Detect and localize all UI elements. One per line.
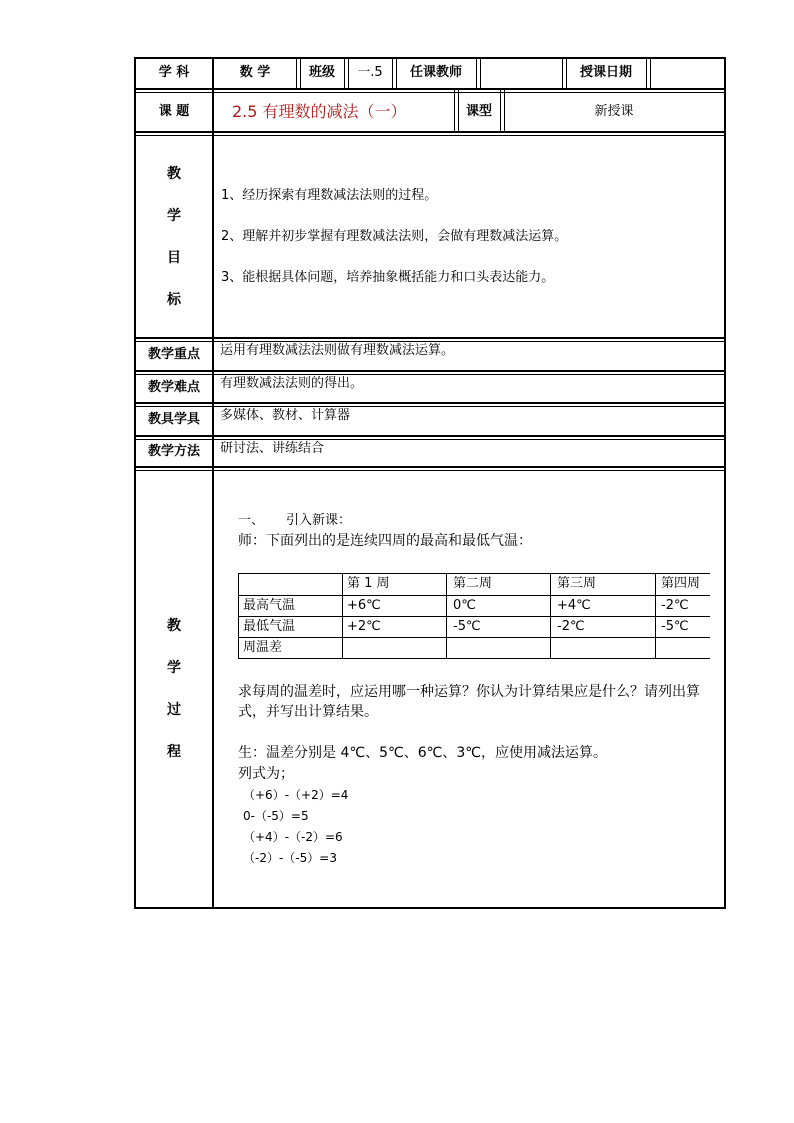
col-divider [480,57,481,90]
method-label: 教学方法 [147,444,200,459]
student-line: 生：温差分别是 4℃、5℃、6℃、3℃，应使用减法运算。 [238,745,607,761]
subject-label: 学 科 [158,65,190,80]
row-divider [134,370,726,372]
formula-label: 列式为； [238,766,294,782]
section-title: 引入新课： [286,513,352,528]
temp-table-cell: 最低气温 [243,619,296,634]
row-divider [134,466,726,468]
objectives-label-char: 教 [167,166,181,182]
teacher-label: 任课教师 [409,65,462,80]
temp-table-cell: -2℃ [557,619,585,634]
temp-table-line [550,573,551,659]
temp-table-line [238,595,710,596]
temp-table-line [238,573,239,659]
lesson-plan-table [134,57,726,909]
section-number: 一、 [238,513,265,528]
row-divider [134,374,726,375]
temp-table-line [446,573,447,659]
col-divider [646,57,647,90]
formula-line: 0-（-5）=5 [243,809,309,823]
date-label: 授课日期 [579,65,632,80]
teacher-line: 师：下面列出的是连续四周的最高和最低气温： [238,533,532,549]
temp-table-header: 第三周 [557,576,597,591]
formula-line: （+6）-（+2）=4 [243,788,349,802]
temp-table-line [238,637,710,638]
topic-title: 2.5 有理数的减法（一） [232,102,407,121]
temp-table-cell: +2℃ [347,619,381,634]
row-divider [134,341,726,342]
process-label-char: 过 [167,702,181,718]
temp-table-cell: 最高气温 [243,598,296,613]
process-label-char: 学 [167,660,181,676]
objective-item: 1、经历探索有理数减法法则的过程。 [221,188,438,203]
row-divider [134,88,726,90]
class-value: 一.5 [357,65,383,80]
tools-value: 多媒体、教材、计算器 [220,408,351,423]
row-divider [134,406,726,407]
key-point-value: 运用有理数减法法则做有理数减法运算。 [220,343,455,358]
method-value: 研讨法、讲练结合 [220,441,325,456]
objectives-label-char: 标 [167,292,181,308]
row-divider [134,337,726,339]
temp-table-header: 第二周 [453,576,493,591]
temp-table-line [342,573,343,659]
temp-table-line [238,658,710,659]
col-divider [650,57,651,90]
difficulty-value: 有理数减法法则的得出。 [220,376,364,391]
temp-table-line [655,573,656,659]
question-line: 求每周的温差时，应运用哪一种运算？你认为计算结果应是什么？请列出算 [238,684,700,700]
row-divider [134,131,726,133]
process-label-char: 教 [167,618,181,634]
class-label: 班级 [308,65,335,80]
col-divider [476,57,477,90]
temp-table-cell: 0℃ [453,598,476,613]
key-point-label: 教学重点 [147,347,200,362]
temp-table-header: 第四周 [661,576,701,591]
col-divider [212,57,214,909]
temp-table-cell: -2℃ [661,598,689,613]
col-divider [454,90,455,133]
temp-table-cell: -5℃ [453,619,481,634]
row-divider [134,135,726,136]
temp-table-line [238,616,710,617]
formula-line: （+4）-（-2）=6 [243,830,343,844]
temp-table-cell: 周温差 [243,640,283,655]
objectives-label-char: 学 [167,208,181,224]
temp-table-header: 第 1 周 [347,576,390,591]
row-divider [134,439,726,440]
row-divider [134,470,726,471]
objective-item: 3、能根据具体问题，培养抽象概括能力和口头表达能力。 [221,270,555,285]
col-divider [562,57,563,90]
type-label: 课型 [465,104,492,119]
topic-label: 课 题 [158,104,190,119]
temp-table-cell: -5℃ [661,619,689,634]
question-line: 式，并写出计算结果。 [238,704,378,720]
subject-value: 数 学 [239,65,271,80]
objectives-label-char: 目 [167,250,181,266]
row-divider [134,402,726,404]
col-divider [296,57,297,90]
tools-label: 教具学具 [147,412,200,427]
type-value: 新授课 [594,104,634,119]
process-label-char: 程 [167,744,181,760]
difficulty-label: 教学难点 [147,380,200,395]
temp-table-cell: +6℃ [347,598,381,613]
temp-table-cell: +4℃ [557,598,591,613]
row-divider [134,92,726,93]
objective-item: 2、理解并初步掌握有理数减法法则，会做有理数减法运算。 [221,229,568,244]
formula-line: （-2）-（-5）=3 [243,851,337,865]
row-divider [134,435,726,437]
col-divider [500,90,501,133]
col-divider [344,57,345,90]
temp-table-line [238,573,710,574]
col-divider [392,57,393,90]
